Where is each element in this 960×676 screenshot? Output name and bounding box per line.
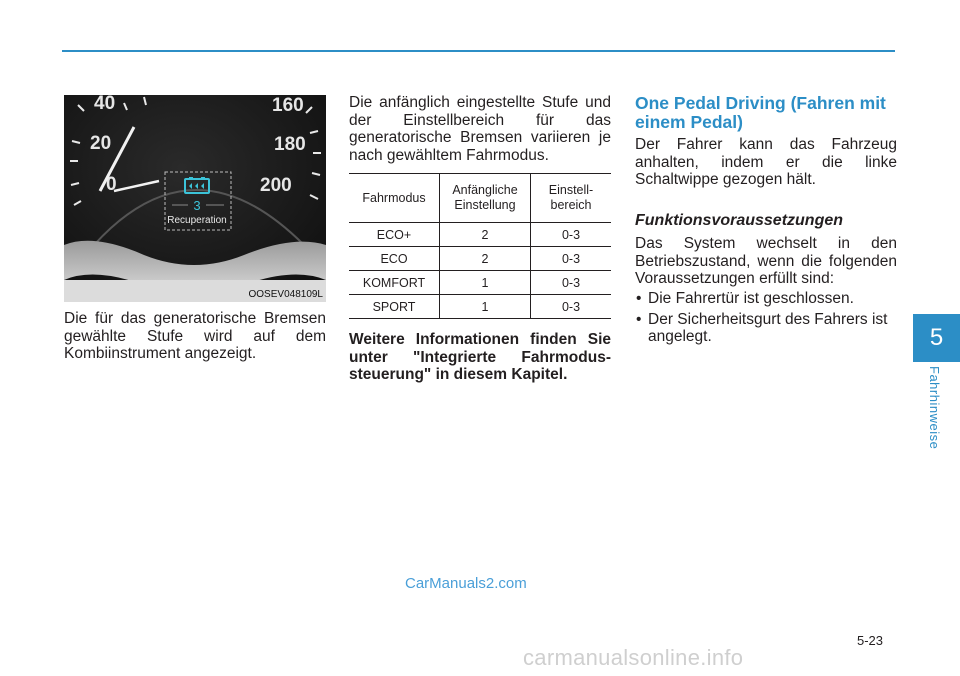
image-code: OOSEV048109L xyxy=(248,289,323,300)
top-rule xyxy=(62,50,895,52)
drive-mode-table xyxy=(349,173,611,319)
speed-label-200: 200 xyxy=(260,175,292,196)
conditions-list xyxy=(635,290,897,349)
cell-mode: KOMFORT xyxy=(349,271,440,295)
header-initial-setting: Anfängliche Einstellung xyxy=(440,174,531,223)
cell-range: 0-3 xyxy=(531,295,612,319)
table-row xyxy=(349,223,611,247)
bullet-icon: • xyxy=(636,290,642,307)
speed-label-160: 160 xyxy=(272,95,304,116)
table-row xyxy=(349,271,611,295)
subsection-title: Funktionsvoraussetzungen xyxy=(635,212,844,229)
right-paragraph-2: Das System wechselt in den Betriebszustand, wenn die folgenden Voraussetzungen erfüllt sind: xyxy=(635,235,897,287)
table-row xyxy=(349,295,611,319)
right-paragraph-1: Der Fahrer kann das Fahrzeug anhalten, indem er die linke Schaltwippe gezogen hält. xyxy=(635,136,897,188)
left-paragraph: Die für das generatorische Bremsen gewählte Stufe wird auf dem Kombiinstrument angezeigt. xyxy=(64,310,326,362)
cell-mode: ECO xyxy=(349,247,440,271)
speed-label-20: 20 xyxy=(90,133,112,154)
chapter-tab[interactable]: 5 xyxy=(913,314,960,362)
more-info-note: Weitere Informationen finden Sie unter "Integrierte Fahrmodus-steuerung" in diesem Kapitel. xyxy=(349,331,611,383)
cell-initial: 2 xyxy=(440,247,531,271)
table-row xyxy=(349,247,611,271)
page-number: 5-23 xyxy=(857,633,884,648)
list-item-text: Die Fahrertür ist geschlossen. xyxy=(648,290,854,307)
cell-initial: 1 xyxy=(440,295,531,319)
watermark-link[interactable]: CarManuals2.com xyxy=(405,575,527,592)
table-header-row xyxy=(349,174,611,223)
cell-mode: ECO+ xyxy=(349,223,440,247)
speed-label-180: 180 xyxy=(274,134,306,155)
footer-watermark: carmanualsonline.info xyxy=(523,645,744,670)
instrument-cluster-image xyxy=(64,95,326,302)
header-drive-mode: Fahrmodus xyxy=(349,174,440,223)
list-item xyxy=(635,290,897,308)
section-title: One Pedal Driving (Fahren mit einem Pedal) xyxy=(635,93,886,132)
bullet-icon: • xyxy=(636,310,642,328)
cell-range: 0-3 xyxy=(531,247,612,271)
recuperation-level: 3 xyxy=(193,198,201,213)
speed-label-40: 40 xyxy=(94,95,116,114)
list-item xyxy=(635,311,897,346)
cell-initial: 2 xyxy=(440,223,531,247)
recuperation-label: Recuperation xyxy=(167,215,227,226)
cell-range: 0-3 xyxy=(531,271,612,295)
list-item-text: Der Sicherheitsgurt des Fahrers ist angelegt. xyxy=(648,310,888,345)
chapter-label: Fahrhinweise xyxy=(927,366,942,450)
header-setting-range: Einstell- bereich xyxy=(531,174,612,223)
speed-label-0: 0 xyxy=(106,174,117,195)
middle-intro-paragraph: Die anfänglich eingestellte Stufe und der Einstellbereich für das generatorische Bremsen variieren je nach gewähltem Fahrmodus. xyxy=(349,94,611,164)
speedometer-illustration xyxy=(64,95,326,302)
cell-range: 0-3 xyxy=(531,223,612,247)
cell-mode: SPORT xyxy=(349,295,440,319)
cell-initial: 1 xyxy=(440,271,531,295)
